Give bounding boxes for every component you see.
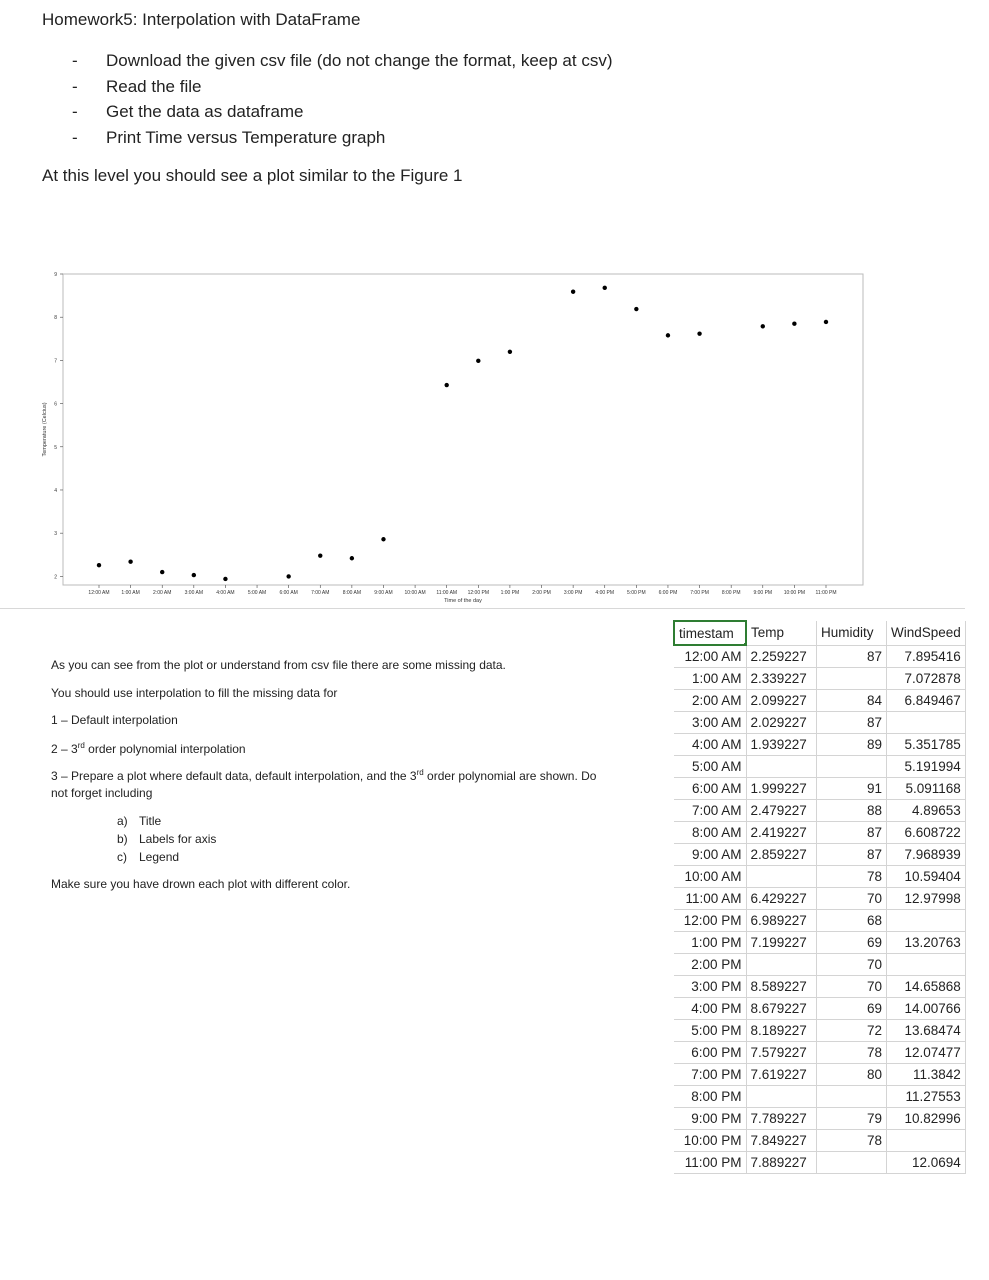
table-cell: 11.3842 — [887, 1064, 966, 1086]
table-cell: 5.191994 — [887, 756, 966, 778]
task-item-3-continued: not forget including — [51, 786, 153, 800]
x-tick-label: 2:00 PM — [532, 590, 551, 596]
table-cell: 69 — [817, 932, 887, 954]
requirement-item: c) Legend — [117, 850, 180, 864]
table-cell: 14.65868 — [887, 976, 966, 998]
table-row — [674, 1152, 965, 1174]
table-row — [674, 910, 965, 932]
table-cell: 2.029227 — [746, 712, 817, 734]
table-cell: 5.091168 — [887, 778, 966, 800]
table-cell: 5:00 AM — [674, 756, 746, 778]
data-point — [603, 286, 607, 290]
table-cell: 1.939227 — [746, 734, 817, 756]
x-tick-label: 6:00 PM — [658, 590, 678, 596]
table-cell: 7.789227 — [746, 1108, 817, 1130]
table-cell: 87 — [817, 712, 887, 734]
table-row — [674, 866, 965, 888]
x-tick-label: 2:00 AM — [153, 590, 172, 596]
table-cell: 7.199227 — [746, 932, 817, 954]
table-cell: 79 — [817, 1108, 887, 1130]
table-cell: 1.999227 — [746, 778, 817, 800]
table-row — [674, 1064, 965, 1086]
table-cell — [817, 1152, 887, 1174]
x-tick-label: 6:00 AM — [279, 590, 298, 596]
x-tick-label: 11:00 PM — [815, 590, 837, 596]
table-cell — [887, 712, 966, 734]
y-tick-label: 6 — [54, 401, 57, 408]
data-point — [223, 577, 227, 581]
y-tick-label: 9 — [54, 272, 57, 278]
table-cell: 3:00 AM — [674, 712, 746, 734]
table-row — [674, 756, 965, 778]
table-cell: 7.849227 — [746, 1130, 817, 1152]
x-tick-label: 8:00 AM — [342, 590, 362, 596]
plot-area — [63, 274, 863, 585]
intro-text: At this level you should see a plot similar to the Figure 1 — [42, 166, 463, 185]
bullet-marker: - — [72, 102, 78, 122]
table-row — [674, 712, 965, 734]
x-tick-label: 7:00 AM — [311, 590, 330, 596]
fill-handle[interactable] — [744, 643, 746, 645]
x-axis-label: Time of the day — [444, 598, 482, 604]
table-cell — [746, 954, 817, 976]
table-cell: 12.0694 — [887, 1152, 966, 1174]
table-cell: 7.619227 — [746, 1064, 817, 1086]
y-tick-label: 5 — [54, 444, 57, 451]
requirement-item: a) Title — [117, 814, 162, 828]
data-point — [318, 553, 322, 557]
table-cell: 72 — [817, 1020, 887, 1042]
table-cell: 7.579227 — [746, 1042, 817, 1064]
homework-title: Homework5: Interpolation with DataFrame — [42, 10, 361, 29]
data-point — [128, 560, 132, 564]
table-cell: 87 — [817, 645, 887, 668]
data-point — [697, 331, 701, 335]
table-cell: 8:00 PM — [674, 1086, 746, 1108]
table-cell: 13.68474 — [887, 1020, 966, 1042]
table-cell: 1:00 AM — [674, 668, 746, 690]
data-point — [571, 290, 575, 294]
table-cell: 2.479227 — [746, 800, 817, 822]
table-cell: 87 — [817, 844, 887, 866]
instruction-item: - Get the data as dataframe — [72, 99, 613, 125]
table-cell: 7.968939 — [887, 844, 966, 866]
table-cell: 8.679227 — [746, 998, 817, 1020]
table-cell: 11.27553 — [887, 1086, 966, 1108]
column-header: Humidity — [817, 621, 887, 645]
table-cell: 89 — [817, 734, 887, 756]
task-paragraph: Make sure you have drown each plot with different color. — [51, 877, 351, 891]
table-cell: 2.099227 — [746, 690, 817, 712]
table-cell: 80 — [817, 1064, 887, 1086]
table-cell: 10.59404 — [887, 866, 966, 888]
y-tick-label: 7 — [54, 358, 57, 365]
table-row — [674, 645, 965, 668]
table-row — [674, 976, 965, 998]
table-cell: 5:00 PM — [674, 1020, 746, 1042]
y-axis-label: Temperature (Celcius) — [42, 402, 48, 457]
table-row — [674, 668, 965, 690]
data-point — [792, 322, 796, 326]
table-cell: 10:00 AM — [674, 866, 746, 888]
table-cell: 4.89653 — [887, 800, 966, 822]
bullet-marker: - — [72, 76, 78, 96]
data-point — [350, 556, 354, 560]
table-cell: 1:00 PM — [674, 932, 746, 954]
table-cell: 7.895416 — [887, 645, 966, 668]
y-tick-label: 2 — [54, 574, 57, 581]
table-row — [674, 800, 965, 822]
task-paragraph: As you can see from the plot or understand from csv file there are some missing data. — [51, 658, 506, 672]
table-cell: 84 — [817, 690, 887, 712]
table-cell: 2.859227 — [746, 844, 817, 866]
table-cell: 6:00 PM — [674, 1042, 746, 1064]
table-cell: 13.20763 — [887, 932, 966, 954]
table-row — [674, 844, 965, 866]
table-cell: 6.849467 — [887, 690, 966, 712]
y-tick-label: 3 — [54, 531, 57, 538]
table-cell: 7:00 PM — [674, 1064, 746, 1086]
data-point — [508, 350, 512, 354]
table-row — [674, 778, 965, 800]
table-cell — [817, 756, 887, 778]
header-row — [674, 621, 965, 645]
x-tick-label: 8:00 PM — [721, 590, 741, 596]
table-cell: 7:00 AM — [674, 800, 746, 822]
table-row — [674, 1130, 965, 1152]
table-cell: 91 — [817, 778, 887, 800]
csv-spreadsheet — [673, 620, 966, 1174]
table-cell: 12:00 PM — [674, 910, 746, 932]
table-cell: 7.889227 — [746, 1152, 817, 1174]
table-row — [674, 690, 965, 712]
data-point — [381, 537, 385, 541]
table-cell: 2.339227 — [746, 668, 817, 690]
x-tick-label: 9:00 AM — [374, 590, 393, 596]
table-row — [674, 1020, 965, 1042]
data-point — [160, 570, 164, 574]
data-point — [97, 563, 101, 567]
table-cell: 78 — [817, 1042, 887, 1064]
table-cell: 14.00766 — [887, 998, 966, 1020]
y-tick-label: 4 — [54, 487, 57, 494]
table-row — [674, 998, 965, 1020]
bullet-marker: - — [72, 51, 78, 70]
table-cell: 88 — [817, 800, 887, 822]
data-point — [824, 320, 828, 324]
task-item-3: 3 – Prepare a plot where default data, default interpolation, and the 3rd order polynomial are shown. Do — [51, 768, 597, 783]
table-row — [674, 1042, 965, 1064]
table-cell: 69 — [817, 998, 887, 1020]
table-cell: 7.072878 — [887, 668, 966, 690]
x-tick-label: 1:00 AM — [121, 590, 140, 596]
table-row — [674, 932, 965, 954]
table-cell: 3:00 PM — [674, 976, 746, 998]
y-tick-label: 8 — [54, 315, 57, 322]
table-cell: 11:00 AM — [674, 888, 746, 910]
table-cell — [887, 954, 966, 976]
column-header: WindSpeed — [887, 621, 966, 645]
table-cell: 5.351785 — [887, 734, 966, 756]
table-cell — [817, 668, 887, 690]
table-cell: 9:00 PM — [674, 1108, 746, 1130]
x-tick-label: 9:00 PM — [753, 590, 773, 596]
table-cell: 70 — [817, 976, 887, 998]
table-row — [674, 734, 965, 756]
table-row — [674, 1108, 965, 1130]
x-tick-label: 12:00 PM — [467, 590, 490, 596]
data-point — [192, 573, 196, 577]
table-cell: 2.259227 — [746, 645, 817, 668]
table-cell: 4:00 AM — [674, 734, 746, 756]
table-row — [674, 888, 965, 910]
x-tick-label: 1:00 PM — [500, 590, 520, 596]
table-cell: 10.82996 — [887, 1108, 966, 1130]
instruction-item: - Read the file — [72, 74, 613, 100]
x-tick-label: 3:00 PM — [563, 590, 583, 596]
instruction-item: - Print Time versus Temperature graph — [72, 125, 613, 151]
data-point — [444, 383, 448, 387]
table-cell: 12:00 AM — [674, 645, 746, 668]
table-cell: 6.989227 — [746, 910, 817, 932]
table-cell — [746, 866, 817, 888]
table-cell: 10:00 PM — [674, 1130, 746, 1152]
x-tick-label: 11:00 AM — [436, 590, 458, 596]
table-cell: 6.608722 — [887, 822, 966, 844]
divider — [0, 608, 965, 609]
table-cell: 70 — [817, 954, 887, 976]
table-cell: 4:00 PM — [674, 998, 746, 1020]
instruction-list — [72, 48, 613, 150]
table-cell: 70 — [817, 888, 887, 910]
data-point — [476, 359, 480, 363]
table-cell: 6:00 AM — [674, 778, 746, 800]
task-paragraph: You should use interpolation to fill the missing data for — [51, 686, 338, 700]
x-tick-label: 4:00 AM — [216, 590, 235, 596]
table-cell — [746, 1086, 817, 1108]
task-item-2: 2 – 3rd order polynomial interpolation — [51, 741, 246, 756]
x-tick-label: 4:00 PM — [595, 590, 615, 596]
table-cell: 2.419227 — [746, 822, 817, 844]
table-cell: 68 — [817, 910, 887, 932]
table-cell: 6.429227 — [746, 888, 817, 910]
x-tick-label: 12:00 AM — [88, 590, 110, 596]
table-cell: 78 — [817, 1130, 887, 1152]
table-cell: 12.07477 — [887, 1042, 966, 1064]
x-tick-label: 10:00 PM — [783, 590, 806, 596]
data-point — [286, 574, 290, 578]
x-tick-label: 3:00 AM — [184, 590, 204, 596]
task-item-1: 1 – Default interpolation — [51, 713, 178, 727]
table-cell: 8:00 AM — [674, 822, 746, 844]
data-point — [666, 333, 670, 337]
table-cell — [887, 910, 966, 932]
table-cell: 78 — [817, 866, 887, 888]
table-row — [674, 822, 965, 844]
table-cell: 2:00 PM — [674, 954, 746, 976]
bullet-marker: - — [72, 127, 78, 147]
requirement-item: b) Labels for axis — [117, 832, 217, 846]
table-cell — [817, 1086, 887, 1108]
instruction-item: - Download the given csv file (do not change the format, keep at csv) — [72, 48, 613, 74]
table-cell: 11:00 PM — [674, 1152, 746, 1174]
x-tick-label: 5:00 PM — [627, 590, 646, 596]
data-point — [634, 307, 638, 311]
column-header[interactable]: timestam — [674, 621, 746, 645]
table-cell: 8.589227 — [746, 976, 817, 998]
table-cell: 9:00 AM — [674, 844, 746, 866]
x-tick-label: 7:00 PM — [690, 590, 709, 596]
column-header: Temp — [746, 621, 817, 645]
x-tick-label: 10:00 AM — [404, 590, 426, 596]
table-row — [674, 1086, 965, 1108]
table-cell — [746, 756, 817, 778]
temperature-scatter-chart — [30, 262, 870, 608]
table-cell: 8.189227 — [746, 1020, 817, 1042]
data-point — [761, 324, 765, 328]
table-cell — [887, 1130, 966, 1152]
table-cell: 12.97998 — [887, 888, 966, 910]
table-row — [674, 954, 965, 976]
table-cell: 87 — [817, 822, 887, 844]
table-cell: 2:00 AM — [674, 690, 746, 712]
x-tick-label: 5:00 AM — [247, 590, 267, 596]
